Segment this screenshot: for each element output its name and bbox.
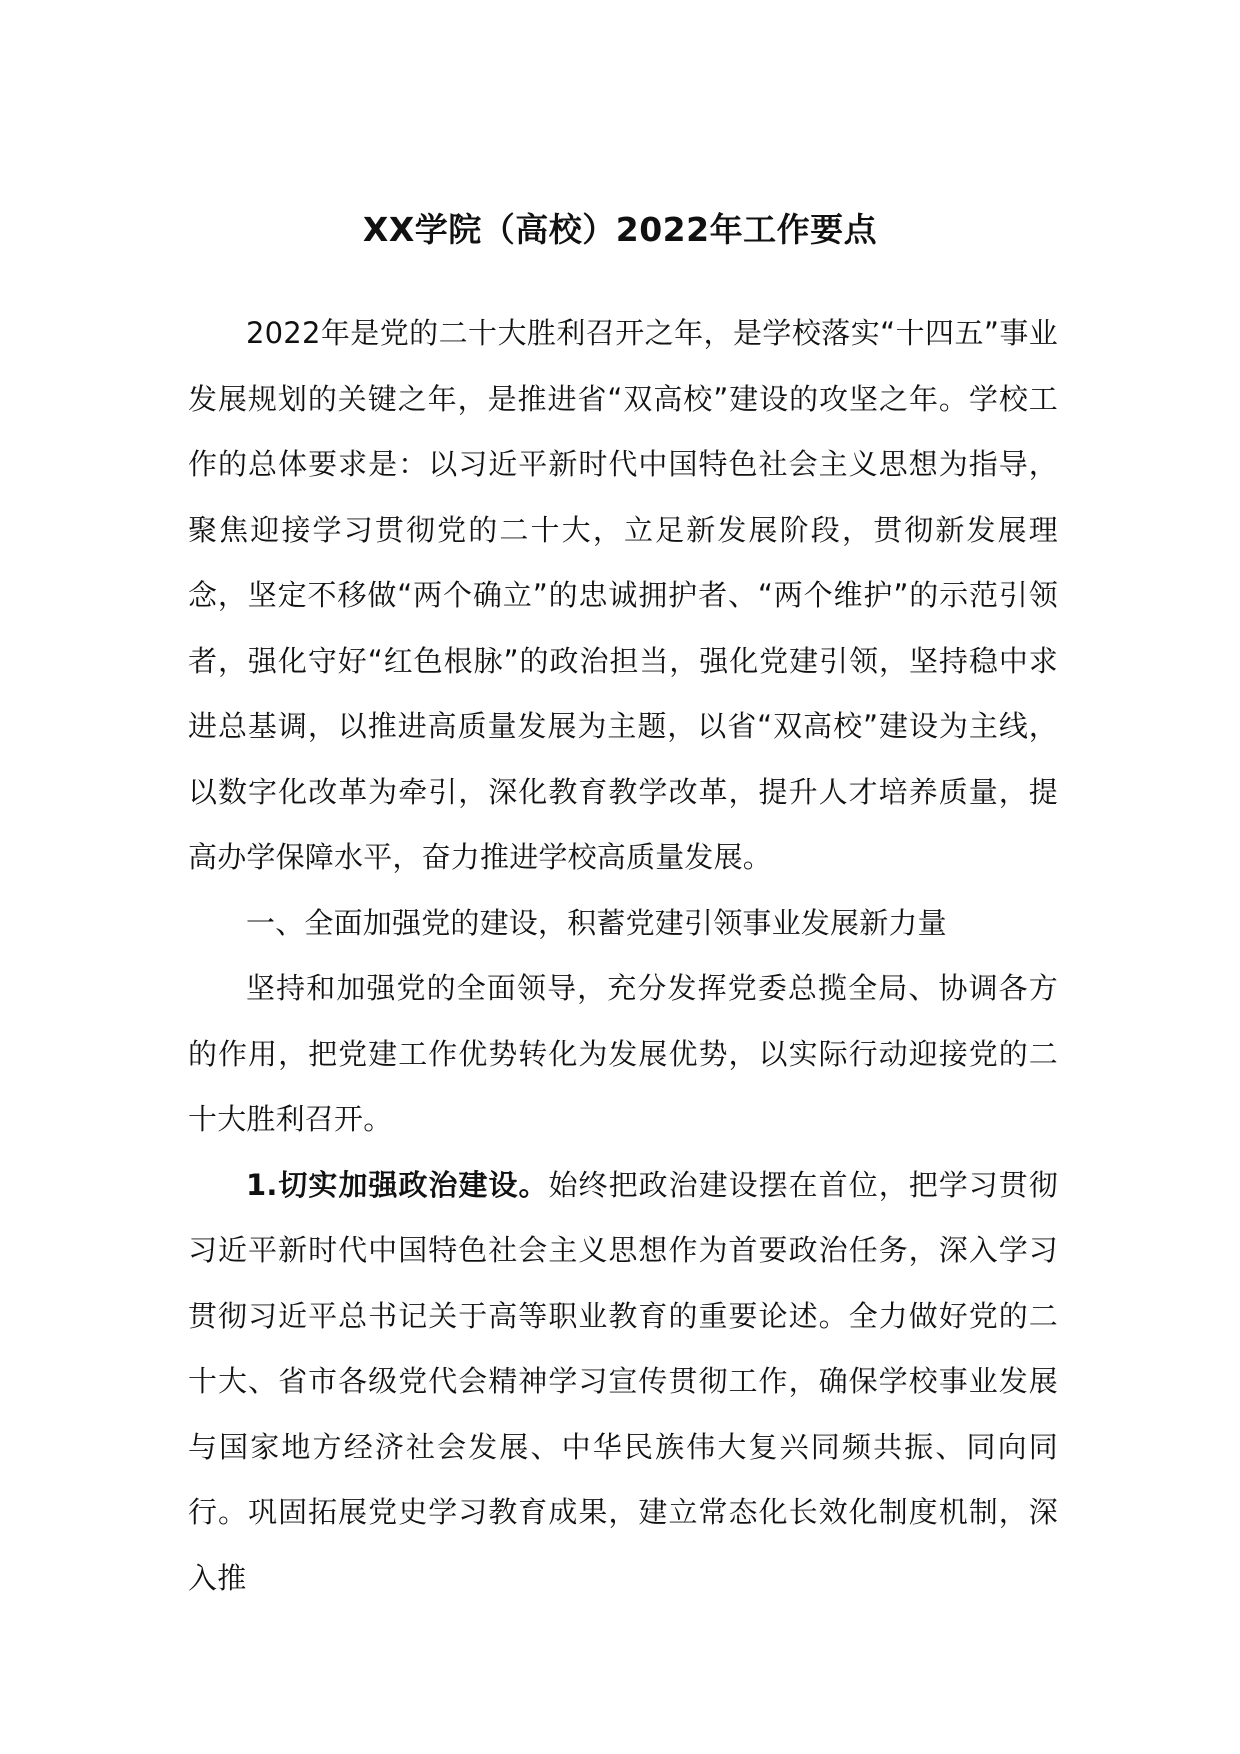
item-1-text: 始终把政治建设摆在首位，把学习贯彻习近平新时代中国特色社会主义思想作为首要政治任务，深入学习贯彻习近平总书记关于高等职业教育的重要论述。全力做好党的二十大、省市各级党代会精神学习宣传贯彻工作，确保学校事业发展与国家地方经济社会发展、中华民族伟大复兴同频共振、同向同行。巩固拓展党史学习教育成果，建立常态化长效化制度机制，深入推 [188,1167,1058,1595]
section-heading-1 [188,891,1058,957]
paragraph-section-1-summary [188,956,1058,1153]
section-heading-1-text: 一、全面加强党的建设，积蓄党建引领事业发展新力量 [246,905,947,940]
paragraph-intro [188,301,1058,891]
paragraph-item-1 [188,1153,1058,1612]
document-body [188,301,1058,1611]
paragraph-intro-text: 2022年是党的二十大胜利召开之年，是学校落实“十四五”事业发展规划的关键之年，是推进省“双高校”建设的攻坚之年。学校工作的总体要求是：以习近平新时代中国特色社会主义思想为指导，聚焦迎接学习贯彻党的二十大，立足新发展阶段，贯彻新发展理念，坚定不移做“两个确立”的忠诚拥护者、“两个维护”的示范引领者，强化守好“红色根脉”的政治担当，强化党建引领，坚持稳中求进总基调，以推进高质量发展为主题，以省“双高校”建设为主线，以数字化改革为牵引，深化教育教学改革，提升人才培养质量，提高办学保障水平，奋力推进学校高质量发展。 [188,316,1058,874]
document-title: XX学院（高校）2022年工作要点 [362,210,878,249]
item-1-lead: 1.切实加强政治建设。 [246,1167,549,1202]
paragraph-section-1-summary-text: 坚持和加强党的全面领导，充分发挥党委总揽全局、协调各方的作用，把党建工作优势转化为发展优势，以实际行动迎接党的二十大胜利召开。 [188,971,1058,1136]
